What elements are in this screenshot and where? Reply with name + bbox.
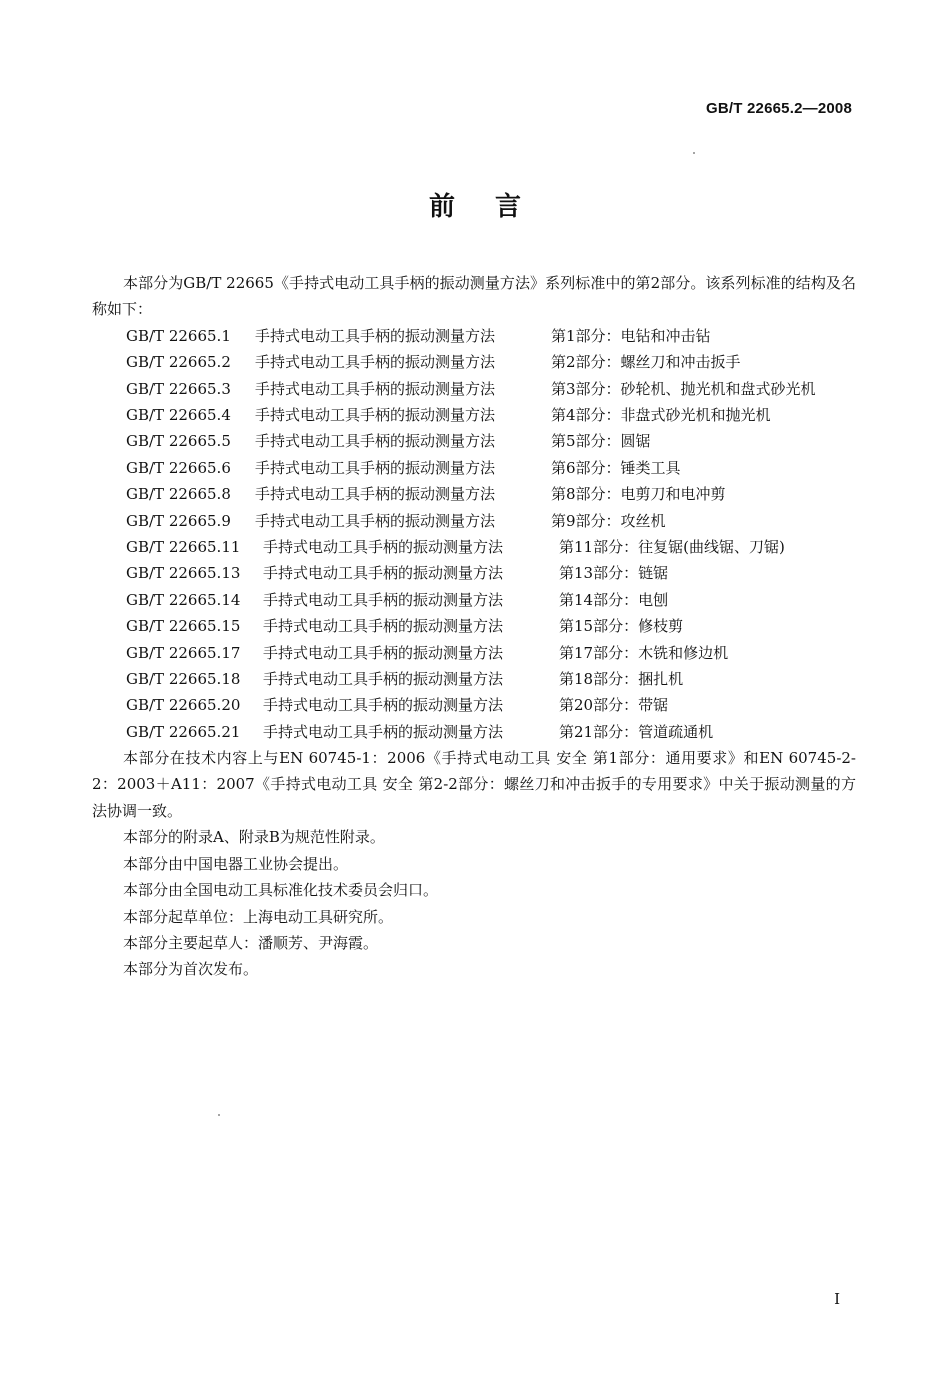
part-code: GB/T 22665.4	[126, 405, 231, 424]
part-method: 手持式电动工具手柄的振动测量方法	[263, 537, 504, 556]
part-method: 手持式电动工具手柄的振动测量方法	[263, 696, 504, 715]
foreword-paragraph: 本部分起草单位：上海电动工具研究所。	[123, 907, 394, 926]
part-title: 第15部分：修枝剪	[559, 617, 684, 636]
part-code: GB/T 22665.14	[126, 590, 241, 609]
part-method: 手持式电动工具手柄的振动测量方法	[255, 326, 496, 345]
part-method: 手持式电动工具手柄的振动测量方法	[255, 432, 496, 451]
part-method: 手持式电动工具手柄的振动测量方法	[263, 722, 504, 741]
part-title: 第13部分：链锯	[559, 564, 669, 583]
part-title: 第1部分：电钻和冲击钻	[551, 326, 711, 345]
part-method: 手持式电动工具手柄的振动测量方法	[263, 643, 504, 662]
standard-part-item	[92, 692, 856, 718]
part-method: 手持式电动工具手柄的振动测量方法	[255, 353, 496, 372]
part-method: 手持式电动工具手柄的振动测量方法	[263, 617, 504, 636]
part-title: 第17部分：木铣和修边机	[559, 643, 729, 662]
standard-number: GB/T 22665.2—2008	[706, 100, 852, 117]
parts-list	[92, 323, 856, 745]
foreword-paragraph: 本部分由中国电器工业协会提出。	[123, 854, 349, 873]
part-title: 第14部分：电刨	[559, 590, 669, 609]
standard-part-item	[92, 428, 856, 454]
standard-part-item	[92, 640, 856, 666]
standard-part-item	[92, 613, 856, 639]
part-code: GB/T 22665.20	[126, 696, 241, 715]
standard-part-item	[92, 666, 856, 692]
part-code: GB/T 22665.8	[126, 485, 231, 504]
standard-part-item	[92, 534, 856, 560]
part-code: GB/T 22665.9	[126, 511, 231, 530]
part-title: 第9部分：攻丝机	[551, 511, 666, 530]
part-title: 第4部分：非盘式砂光机和抛光机	[551, 405, 771, 424]
standard-part-item	[92, 376, 856, 402]
part-title: 第2部分：螺丝刀和冲击扳手	[551, 353, 741, 372]
page-number: I	[834, 1290, 840, 1308]
scan-speck	[218, 1114, 220, 1116]
foreword-paragraph: 本部分为首次发布。	[123, 960, 259, 979]
part-method: 手持式电动工具手柄的振动测量方法	[263, 590, 504, 609]
standard-part-item	[92, 508, 856, 534]
foreword-paragraph: 本部分主要起草人：潘顺芳、尹海霞。	[123, 933, 379, 952]
part-title: 第11部分：往复锯(曲线锯、刀锯)	[559, 537, 785, 556]
part-title: 第20部分：带锯	[559, 696, 669, 715]
part-title: 第21部分：管道疏通机	[559, 722, 714, 741]
part-title: 第3部分：砂轮机、抛光机和盘式砂光机	[551, 379, 816, 398]
part-code: GB/T 22665.11	[126, 537, 241, 556]
foreword-body	[92, 270, 856, 983]
part-method: 手持式电动工具手柄的振动测量方法	[255, 458, 496, 477]
foreword-paragraph: 本部分的附录A、附录B为规范性附录。	[123, 828, 385, 847]
part-method: 手持式电动工具手柄的振动测量方法	[255, 405, 496, 424]
standard-part-item	[92, 349, 856, 375]
part-code: GB/T 22665.18	[126, 669, 241, 688]
standard-part-item	[92, 587, 856, 613]
part-title: 第5部分：圆锯	[551, 432, 651, 451]
intro-paragraph: 本部分为GB/T 22665《手持式电动工具手柄的振动测量方法》系列标准中的第2部分。该系列标准的结构及名称如下：	[92, 274, 856, 319]
part-method: 手持式电动工具手柄的振动测量方法	[255, 485, 496, 504]
foreword-paragraphs	[92, 745, 856, 983]
standard-part-item	[92, 481, 856, 507]
part-code: GB/T 22665.21	[126, 722, 241, 741]
part-title: 第8部分：电剪刀和电冲剪	[551, 485, 726, 504]
part-code: GB/T 22665.5	[126, 432, 231, 451]
foreword-paragraph: 本部分由全国电动工具标准化技术委员会归口。	[123, 881, 439, 900]
standard-part-item	[92, 455, 856, 481]
page-title: 前言	[428, 192, 561, 222]
part-code: GB/T 22665.3	[126, 379, 231, 398]
standard-part-item	[92, 560, 856, 586]
standard-part-item	[92, 323, 856, 349]
part-method: 手持式电动工具手柄的振动测量方法	[263, 669, 504, 688]
scan-speck	[693, 152, 695, 154]
standard-part-item	[92, 719, 856, 745]
part-method: 手持式电动工具手柄的振动测量方法	[263, 564, 504, 583]
part-code: GB/T 22665.2	[126, 353, 231, 372]
standard-part-item	[92, 402, 856, 428]
part-title: 第6部分：锤类工具	[551, 458, 681, 477]
foreword-paragraph: 本部分在技术内容上与EN 60745-1：2006《手持式电动工具 安全 第1部分：通用要求》和EN 60745-2-2：2003＋A11：2007《手持式电动工具 安全 第2-2部分：螺丝刀和冲击扳手的专用要求》中关于振动测量的方法协调一致。	[92, 749, 856, 820]
part-method: 手持式电动工具手柄的振动测量方法	[255, 379, 496, 398]
part-code: GB/T 22665.6	[126, 458, 231, 477]
part-title: 第18部分：捆扎机	[559, 669, 684, 688]
part-code: GB/T 22665.1	[126, 326, 231, 345]
part-code: GB/T 22665.17	[126, 643, 241, 662]
part-method: 手持式电动工具手柄的振动测量方法	[255, 511, 496, 530]
part-code: GB/T 22665.15	[126, 617, 241, 636]
part-code: GB/T 22665.13	[126, 564, 241, 583]
